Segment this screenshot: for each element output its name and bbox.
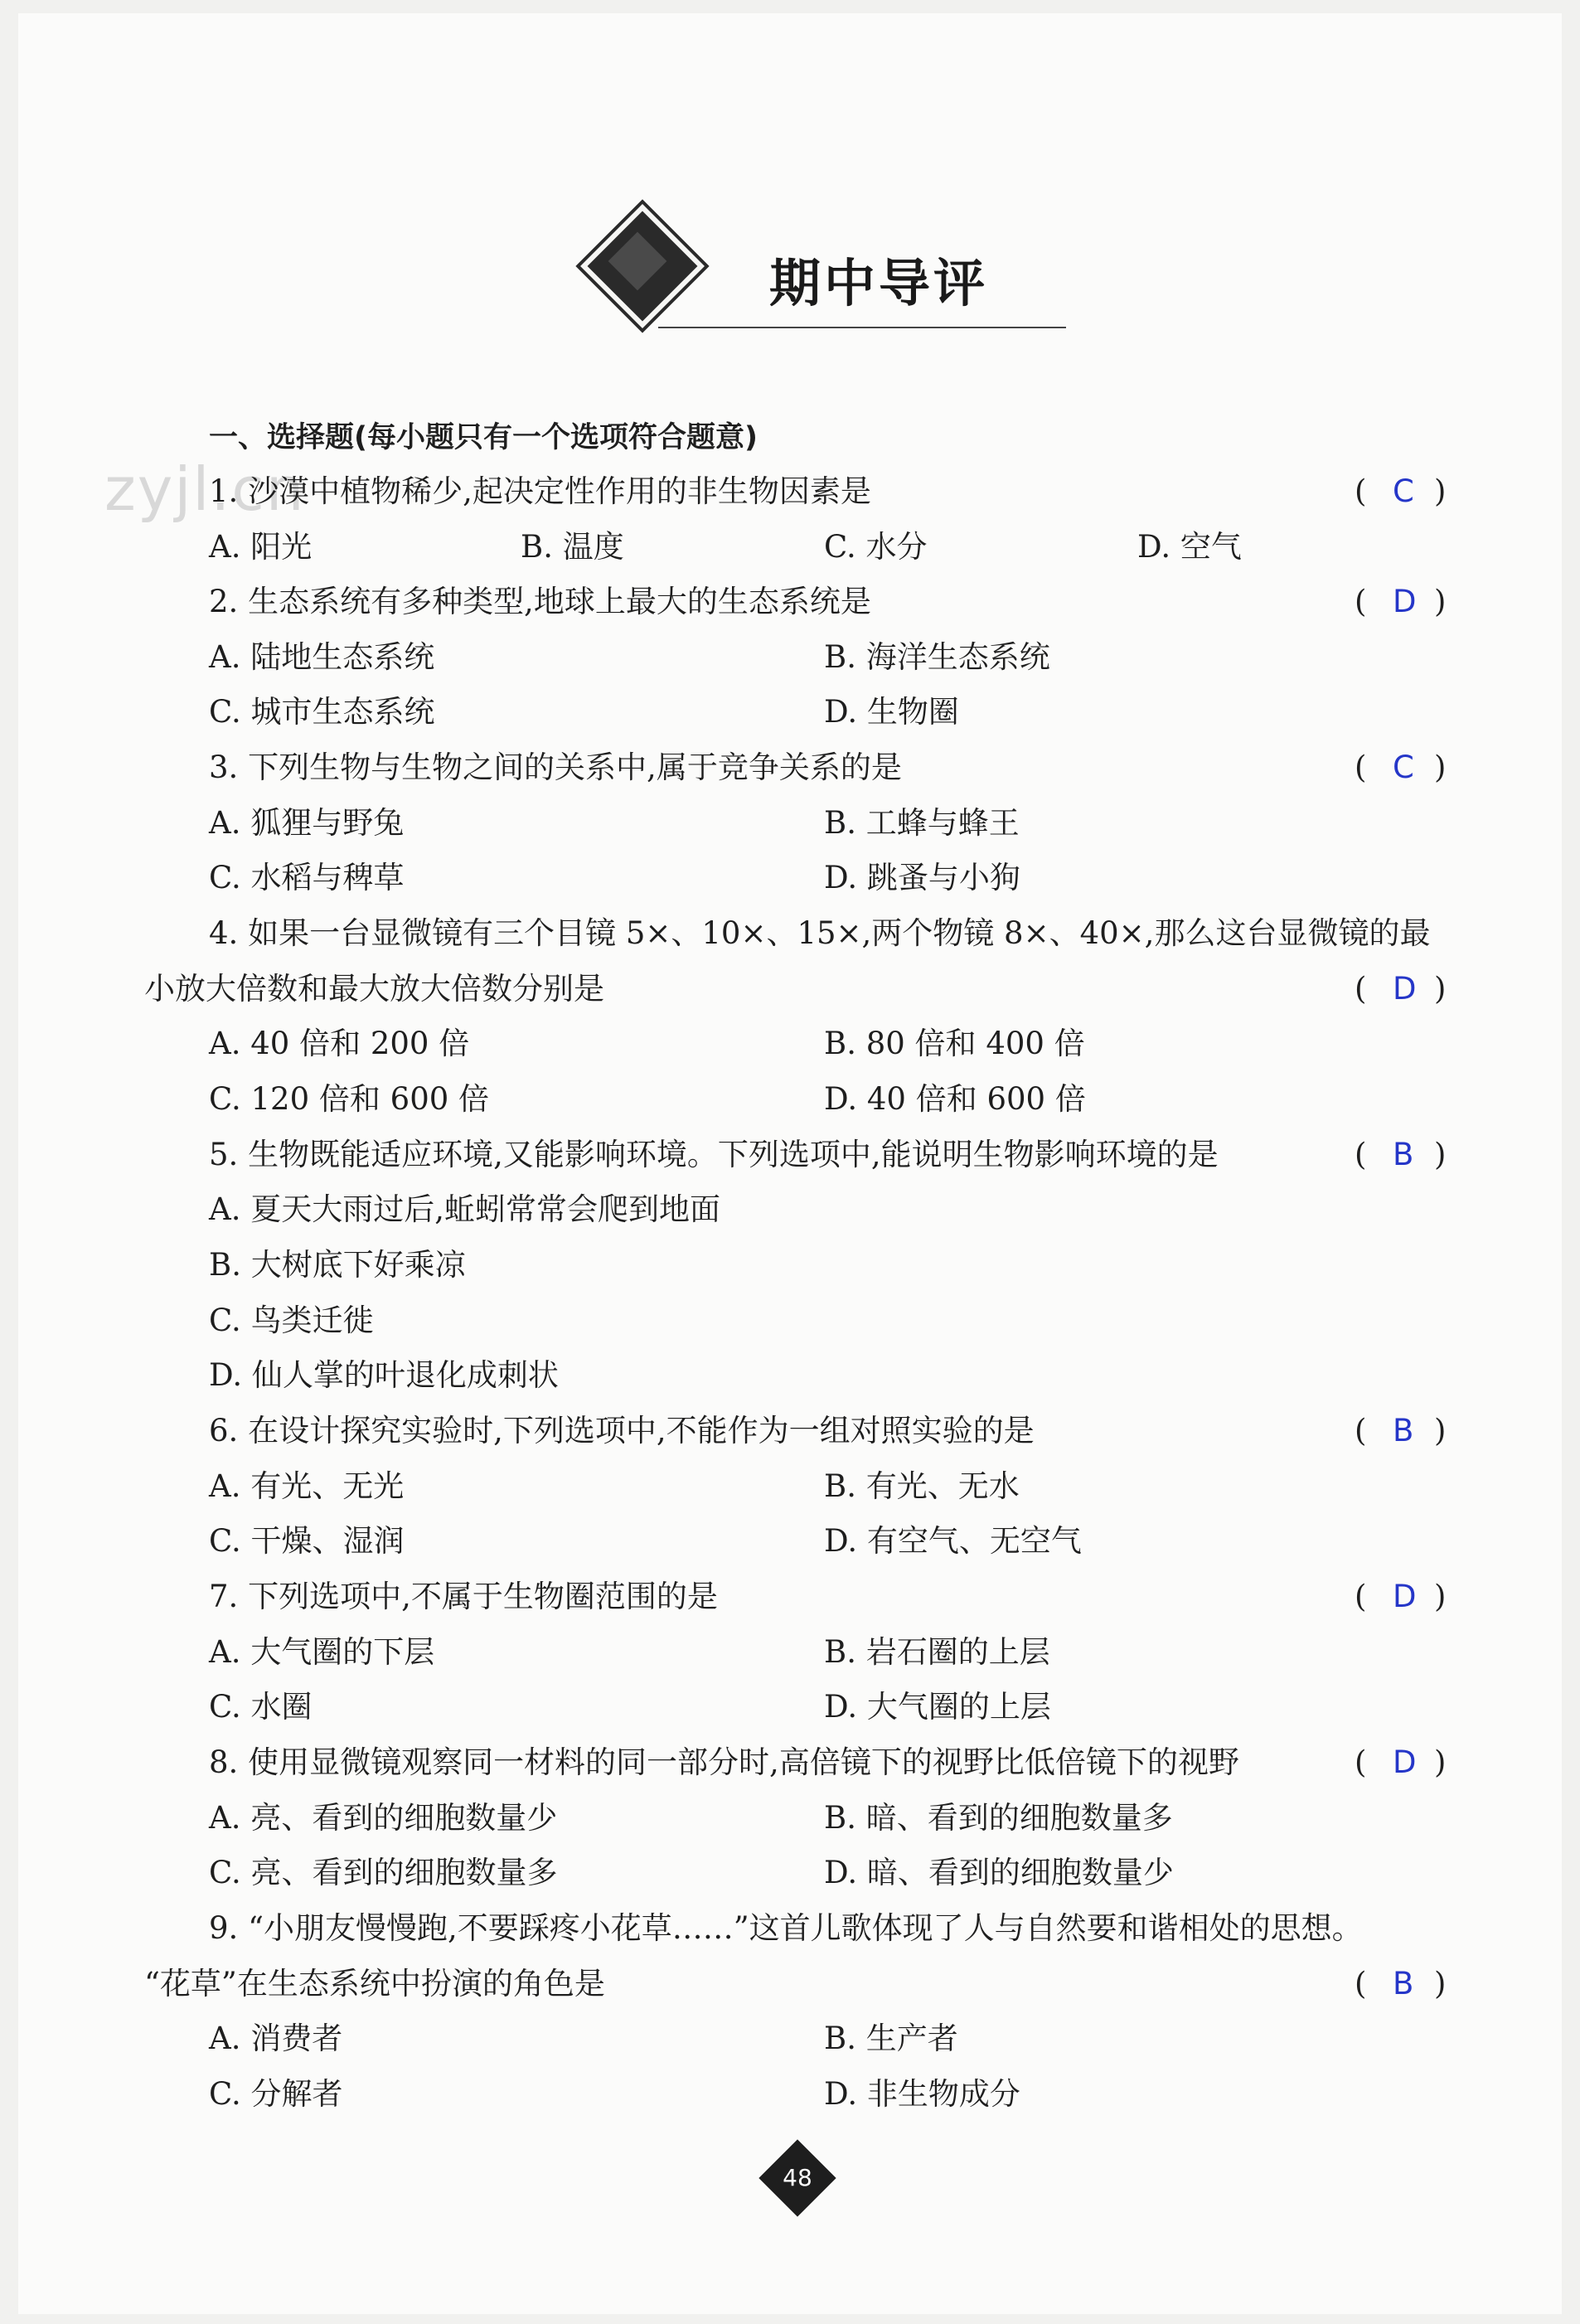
option-c: C. 干燥、湿润 bbox=[209, 1523, 405, 1559]
question-9-stem-line-2: “花草”在生态系统中扮演的角色是 ( B ) bbox=[0, 1959, 1580, 2009]
question-3-options-row-1 bbox=[0, 798, 1580, 848]
question-7-options-row-2 bbox=[0, 1682, 1580, 1732]
option-a: A. 40 倍和 200 倍 bbox=[209, 1026, 470, 1061]
option-b: B. 80 倍和 400 倍 bbox=[824, 1026, 1085, 1061]
option-a: A. 陆地生态系统 bbox=[209, 639, 435, 675]
option-c: C. 水分 bbox=[824, 529, 928, 565]
answer-letter: D bbox=[1393, 971, 1417, 1007]
option-b: B. 岩石圈的上层 bbox=[824, 1634, 1050, 1670]
question-text: 7. 下列选项中,不属于生物圈范围的是 bbox=[209, 1579, 718, 1614]
question-9-stem-line-1 bbox=[0, 1904, 1580, 1953]
watermark: zyjl.cn bbox=[104, 454, 306, 524]
question-text-continued: 小放大倍数和最大放大倍数分别是 bbox=[144, 971, 604, 1007]
question-text: 6. 在设计探究实验时,下列选项中,不能作为一组对照实验的是 bbox=[209, 1413, 1035, 1448]
question-1-stem: 1. 沙漠中植物稀少,起决定性作用的非生物因素是 ( C ) bbox=[0, 467, 1580, 517]
question-6-options-row-2 bbox=[0, 1516, 1580, 1566]
option-b: B. 有光、无水 bbox=[824, 1468, 1020, 1504]
question-3-options-row-2 bbox=[0, 853, 1580, 903]
answer-letter: C bbox=[1393, 750, 1414, 785]
question-7-options-row-1 bbox=[0, 1628, 1580, 1677]
answer-letter: B bbox=[1393, 1966, 1414, 2001]
option-c: C. 120 倍和 600 倍 bbox=[209, 1081, 490, 1117]
question-text-continued: “花草”在生态系统中扮演的角色是 bbox=[144, 1966, 605, 2001]
answer-letter: B bbox=[1393, 1137, 1414, 1172]
option-a: A. 夏天大雨过后,蚯蚓常常会爬到地面 bbox=[209, 1191, 721, 1227]
option-d: D. 生物圈 bbox=[824, 694, 959, 730]
option-d: D. 非生物成分 bbox=[824, 2076, 1020, 2112]
section-heading-row bbox=[0, 413, 1580, 463]
option-b: B. 暗、看到的细胞数量多 bbox=[824, 1800, 1173, 1836]
question-4-stem-line-2: 小放大倍数和最大放大倍数分别是 ( D ) bbox=[0, 964, 1580, 1014]
option-a: A. 大气圈的下层 bbox=[209, 1634, 435, 1670]
option-a: A. 狐狸与野兔 bbox=[209, 805, 405, 841]
section-title: 一、选择题(每小题只有一个选项符合题意) bbox=[209, 421, 758, 454]
option-d: D. 暗、看到的细胞数量少 bbox=[824, 1855, 1174, 1890]
question-text: 4. 如果一台显微镜有三个目镜 5×、10×、15×,两个物镜 8×、40×,那么这台显微镜的最 bbox=[209, 915, 1431, 951]
title-underline bbox=[658, 327, 1066, 328]
option-a: A. 亮、看到的细胞数量少 bbox=[209, 1800, 558, 1836]
question-text: 8. 使用显微镜观察同一材料的同一部分时,高倍镜下的视野比低倍镜下的视野 bbox=[209, 1744, 1239, 1780]
question-4-options-row-2 bbox=[0, 1075, 1580, 1124]
option-b: B. 工蜂与蜂王 bbox=[824, 805, 1020, 841]
question-5-option-d bbox=[0, 1351, 1580, 1400]
question-3-stem: 3. 下列生物与生物之间的关系中,属于竞争关系的是 ( C ) bbox=[0, 743, 1580, 793]
question-6-options-row-1 bbox=[0, 1462, 1580, 1511]
option-b: B. 温度 bbox=[521, 529, 624, 565]
question-9-options-row-2 bbox=[0, 2069, 1580, 2119]
question-6-stem: 6. 在设计探究实验时,下列选项中,不能作为一组对照实验的是 ( B ) bbox=[0, 1406, 1580, 1456]
question-4-stem-line-1 bbox=[0, 909, 1580, 958]
option-b: B. 海洋生态系统 bbox=[824, 639, 1050, 675]
page-number: 48 bbox=[783, 2164, 812, 2191]
option-c: C. 水稻与稗草 bbox=[209, 860, 405, 895]
option-c: C. 亮、看到的细胞数量多 bbox=[209, 1855, 558, 1890]
chapter-header bbox=[589, 214, 1069, 338]
question-1-options bbox=[0, 522, 1580, 572]
question-8-stem: 8. 使用显微镜观察同一材料的同一部分时,高倍镜下的视野比低倍镜下的视野 ( D ) bbox=[0, 1738, 1580, 1788]
question-4-options-row-1 bbox=[0, 1019, 1580, 1069]
question-5-option-a bbox=[0, 1185, 1580, 1235]
answer-letter: D bbox=[1393, 1579, 1417, 1614]
answer-letter: D bbox=[1393, 584, 1417, 619]
option-b: B. 生产者 bbox=[824, 2021, 958, 2056]
page-title: 期中导评 bbox=[769, 253, 989, 313]
option-a: A. 消费者 bbox=[209, 2021, 343, 2056]
answer-letter: C bbox=[1393, 473, 1414, 509]
option-d: D. 跳蚤与小狗 bbox=[824, 860, 1020, 895]
question-2-options-row-1 bbox=[0, 633, 1580, 682]
option-d: D. 有空气、无空气 bbox=[824, 1523, 1082, 1559]
question-5-option-b bbox=[0, 1240, 1580, 1290]
question-9-options-row-1 bbox=[0, 2014, 1580, 2064]
question-8-options-row-1 bbox=[0, 1793, 1580, 1843]
question-5-option-c bbox=[0, 1296, 1580, 1346]
answer-letter: D bbox=[1393, 1744, 1417, 1780]
option-d: D. 仙人掌的叶退化成刺状 bbox=[209, 1357, 559, 1393]
option-d: D. 大气圈的上层 bbox=[824, 1689, 1051, 1725]
question-text: 1. 沙漠中植物稀少,起决定性作用的非生物因素是 bbox=[209, 473, 871, 509]
question-2-stem: 2. 生态系统有多种类型,地球上最大的生态系统是 ( D ) bbox=[0, 577, 1580, 627]
question-5-stem: 5. 生物既能适应环境,又能影响环境。下列选项中,能说明生物影响环境的是 ( B ) bbox=[0, 1130, 1580, 1180]
option-c: C. 城市生态系统 bbox=[209, 694, 435, 730]
option-a: A. 有光、无光 bbox=[209, 1468, 405, 1504]
option-d: D. 空气 bbox=[1137, 529, 1242, 565]
option-c: C. 水圈 bbox=[209, 1689, 313, 1725]
question-text: 9. “小朋友慢慢跑,不要踩疼小花草……”这首儿歌体现了人与自然要和谐相处的思想。 bbox=[209, 1910, 1363, 1946]
option-c: C. 分解者 bbox=[209, 2076, 343, 2112]
option-b: B. 大树底下好乘凉 bbox=[209, 1247, 466, 1283]
question-text: 5. 生物既能适应环境,又能影响环境。下列选项中,能说明生物影响环境的是 bbox=[209, 1137, 1219, 1172]
option-d: D. 40 倍和 600 倍 bbox=[824, 1081, 1086, 1117]
answer-letter: B bbox=[1393, 1413, 1414, 1448]
question-7-stem: 7. 下列选项中,不属于生物圈范围的是 ( D ) bbox=[0, 1572, 1580, 1622]
question-8-options-row-2 bbox=[0, 1848, 1580, 1898]
question-text: 3. 下列生物与生物之间的关系中,属于竞争关系的是 bbox=[209, 750, 902, 785]
question-text: 2. 生态系统有多种类型,地球上最大的生态系统是 bbox=[209, 584, 871, 619]
option-c: C. 鸟类迁徙 bbox=[209, 1303, 374, 1338]
option-a: A. 阳光 bbox=[209, 529, 313, 565]
question-2-options-row-2 bbox=[0, 687, 1580, 737]
